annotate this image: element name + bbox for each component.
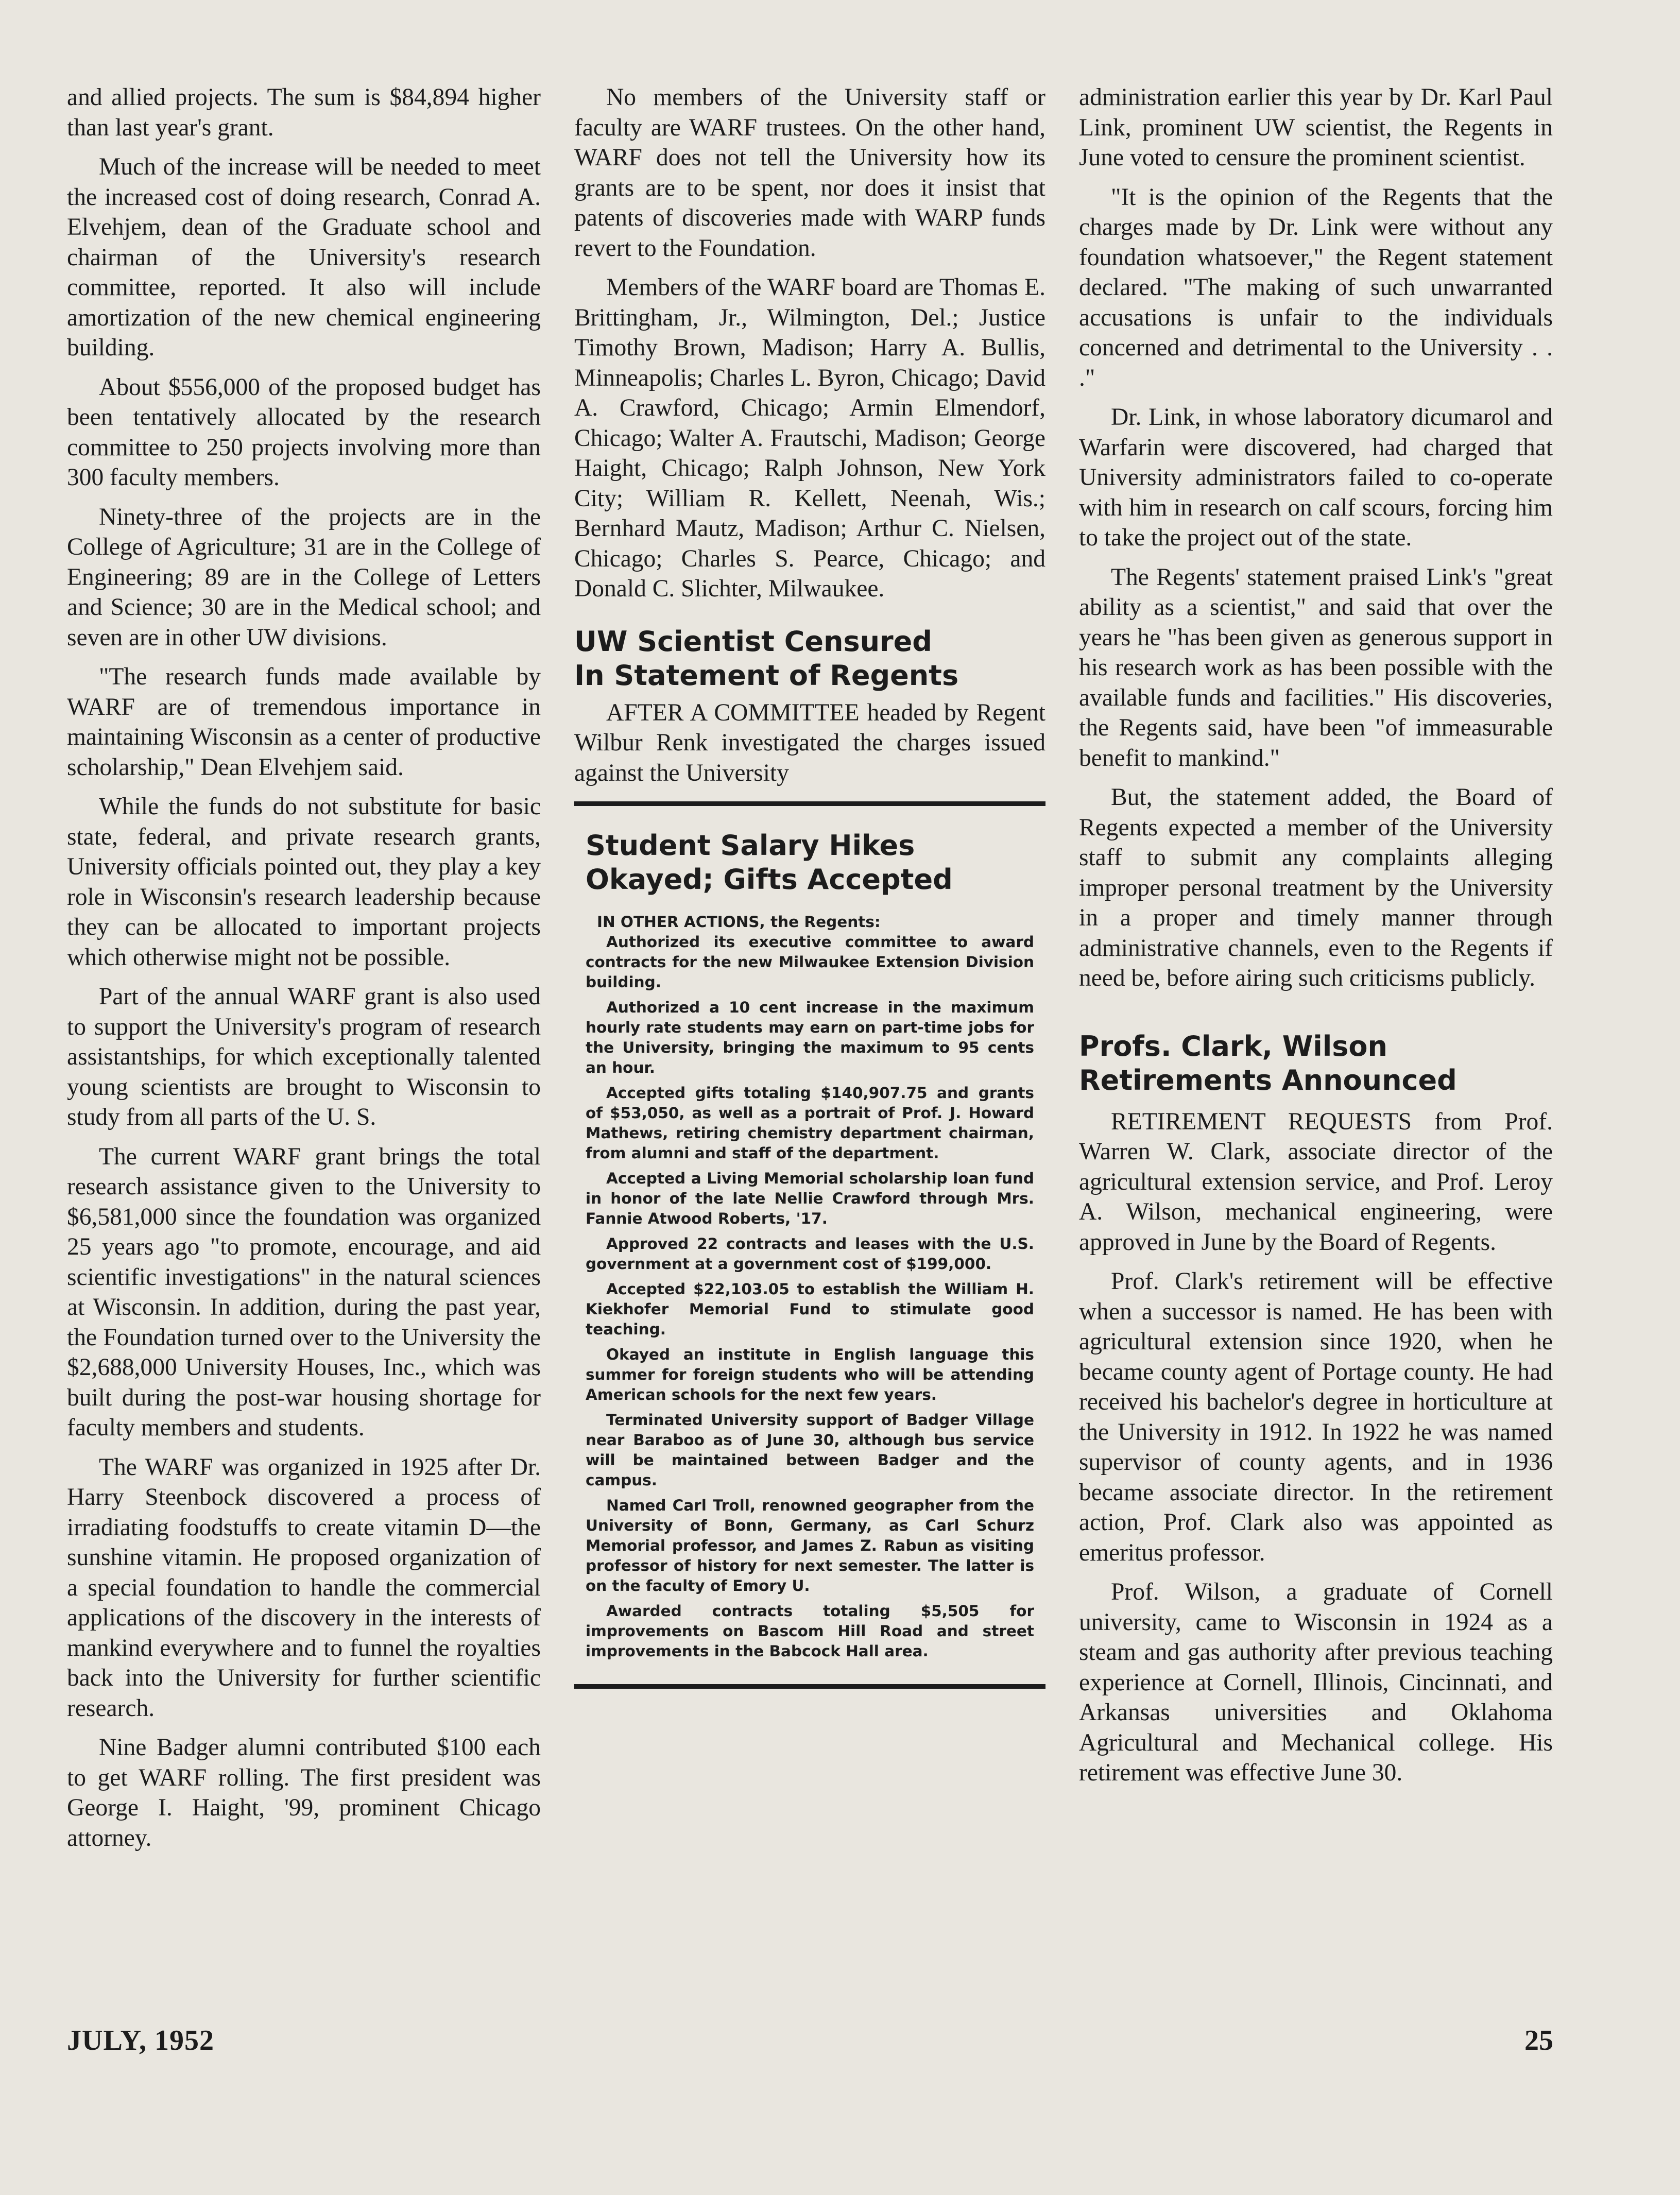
paragraph: The WARF was organized in 1925 after Dr. Harry Steenbock discovered a process of irradiating foodstuffs to create vitamin D—the sunshine vitamin. He proposed organization of a special foundation to handle the commercial applications of the discovery in the interests of mankind everywhere and to funnel the royalties back into the University for further scientific research. bbox=[67, 1453, 541, 1722]
column-right bbox=[1079, 82, 1553, 1797]
paragraph: About $556,000 of the proposed budget has been tentatively allocated by the research committee to 250 projects involving more than 300 faculty members. bbox=[67, 373, 541, 491]
box-item: Approved 22 contracts and leases with the U.S. government at a government cost of $199,000. bbox=[586, 1235, 1034, 1273]
column-left bbox=[67, 82, 541, 1862]
paragraph: "It is the opinion of the Regents that the charges made by Dr. Link were without any foundation whatsoever," the Regent statement declared. "The making of such unwarranted accusations is unfair to the individuals concerned and detrimental to the University . . ." bbox=[1079, 183, 1553, 391]
retirements-headline bbox=[1079, 1030, 1553, 1098]
box-headline bbox=[586, 829, 1034, 897]
box-item: Awarded contracts totaling $5,505 for improvements on Bascom Hill Road and street improvements in the Babcock Hall area. bbox=[586, 1602, 1034, 1660]
box-item: Named Carl Troll, renowned geographer from the University of Bonn, Germany, as Carl Schurz Memorial professor, and James Z. Rabun as visiting professor of history for next semester. The latter is on the faculty of Emory U. bbox=[586, 1497, 1034, 1594]
headline-line: Retirements Announced bbox=[1079, 1064, 1457, 1096]
headline-line: Okayed; Gifts Accepted bbox=[586, 863, 953, 896]
paragraph: administration earlier this year by Dr. Karl Paul Link, prominent UW scientist, the Regents in June voted to censure the prominent scientist. bbox=[1079, 84, 1553, 171]
box-item: Okayed an institute in English language this summer for foreign students who will be attending American schools for the next few years. bbox=[586, 1346, 1034, 1403]
column-middle bbox=[574, 82, 1045, 1689]
headline-line: Student Salary Hikes bbox=[586, 829, 915, 862]
issue-date: JULY, 1952 bbox=[67, 2025, 214, 2056]
paragraph: RETIREMENT REQUESTS from Prof. Warren W. Clark, associate director of the agricultural extension service, and Prof. Leroy A. Wilson, mechanical engineering, were approved in June by the Board of Regents. bbox=[1079, 1108, 1553, 1256]
box-item: Accepted gifts totaling $140,907.75 and grants of $53,050, as well as a portrait of Prof. J. Howard Mathews, retiring chemistry department chairman, from alumni and staff of the department. bbox=[586, 1084, 1034, 1162]
censure-headline bbox=[574, 625, 1045, 693]
box-lead: IN OTHER ACTIONS, the Regents: bbox=[597, 913, 881, 931]
headline-line: Profs. Clark, Wilson bbox=[1079, 1030, 1387, 1062]
paragraph: Nine Badger alumni contributed $100 each to get WARF rolling. The first president was George I. Haight, '99, prominent Chicago attorney. bbox=[67, 1734, 541, 1851]
paragraph: Members of the WARF board are Thomas E. Brittingham, Jr., Wilmington, Del.; Justice Timothy Brown, Madison; Harry A. Bullis, Minneapolis; Charles L. Byron, Chicago; David A. Crawford, Chicago; Armin Elmendorf, Chicago; Walter A. Frautschi, Madison; George Haight, Chicago; Ralph Johnson, New York City; William R. Kellett, Neenah, Wis.; Bernhard Mautz, Madison; Arthur C. Nielsen, Chicago; Charles S. Pearce, Chicago; and Donald C. Slichter, Milwaukee. bbox=[574, 274, 1045, 602]
regents-actions-box bbox=[574, 801, 1045, 1689]
paragraph: While the funds do not substitute for basic state, federal, and private research grants, University officials pointed out, they play a key role in Wisconsin's research leadership because they can be allocated to important projects which otherwise might not be possible. bbox=[67, 793, 541, 971]
paragraph: AFTER A COMMITTEE headed by Regent Wilbur Renk investigated the charges issued against the University bbox=[574, 699, 1045, 786]
box-item: Accepted a Living Memorial scholarship loan fund in honor of the late Nellie Crawford through Mrs. Fannie Atwood Roberts, '17. bbox=[586, 1170, 1034, 1227]
paragraph: No members of the University staff or faculty are WARF trustees. On the other hand, WARF does not tell the University how its grants are to be spent, nor does it insist that patents of discoveries made with WARP funds revert to the Foundation. bbox=[574, 84, 1045, 262]
box-item: Authorized a 10 cent increase in the maximum hourly rate students may earn on part-time jobs for the University, bringing the maximum to 95 cents an hour. bbox=[586, 999, 1034, 1076]
paragraph: But, the statement added, the Board of Regents expected a member of the University staff to submit any complaints alleging improper personal treatment by the University in a proper and timely manner through administrative channels, even to the Regents if need be, before airing such criticisms publicly. bbox=[1079, 784, 1553, 991]
box-item: Authorized its executive committee to award contracts for the new Milwaukee Extension Division building. bbox=[586, 933, 1034, 991]
box-item: Accepted $22,103.05 to establish the William H. Kiekhofer Memorial Fund to stimulate good teaching. bbox=[586, 1280, 1034, 1338]
paragraph: Dr. Link, in whose laboratory dicumarol and Warfarin were discovered, had charged that University administrators failed to co-operate with him in research on calf scours, forcing him to take the project out of the state. bbox=[1079, 404, 1553, 551]
paragraph: Prof. Clark's retirement will be effective when a successor is named. He has been with agricultural extension since 1920, when he became county agent of Portage county. He had received his bachelor's degree in horticulture at the University in 1912. In 1922 he was named supervisor of county agents, and in 1936 became associate director. In the retirement action, Prof. Clark also was appointed as emeritus professor. bbox=[1079, 1268, 1553, 1566]
paragraph: The current WARF grant brings the total research assistance given to the University to $6,581,000 since the foundation was organized 25 years ago "to promote, encourage, and aid scientific investigations" in the natural sciences at Wisconsin. In addition, during the past year, the Foundation turned over to the University the $2,688,000 University Houses, Inc., which was built during the post-war housing shortage for faculty members and students. bbox=[67, 1143, 541, 1441]
paragraph: Ninety-three of the projects are in the College of Agriculture; 31 are in the College of Engineering; 89 are in the College of Letters and Science; 30 are in the Medical school; and seven are in other UW divisions. bbox=[67, 503, 541, 651]
paragraph: "The research funds made available by WARF are of tremendous importance in maintaining Wisconsin as a center of productive scholarship," Dean Elvehjem said. bbox=[67, 663, 541, 781]
paragraph: Part of the annual WARF grant is also used to support the University's program of research assistantships, for which exceptionally talented young scientists are brought to Wisconsin to study from all parts of the U. S. bbox=[67, 983, 541, 1130]
headline-line: UW Scientist Censured bbox=[574, 625, 932, 658]
page-number: 25 bbox=[1524, 2025, 1553, 2056]
paragraph: and allied projects. The sum is $84,894 higher than last year's grant. bbox=[67, 84, 541, 141]
paragraph: The Regents' statement praised Link's "great ability as a scientist," and said that over the years he "has been given as generous support in his research work as has been possible with the available funds and facilities." His discoveries, the Regents said, have been "of immeasurable benefit to mankind." bbox=[1079, 563, 1553, 771]
paragraph: Much of the increase will be needed to meet the increased cost of doing research, Conrad A. Elvehjem, dean of the Graduate school and chairman of the University's research committee, reported. It also will include amortization of the new chemical engineering building. bbox=[67, 153, 541, 361]
paragraph: Prof. Wilson, a graduate of Cornell university, came to Wisconsin in 1924 as a steam and gas authority after previous teaching experience at Cornell, Illinois, Cincinnati, and Arkansas universities and Oklahoma Agricultural and Mechanical college. His retirement was effective June 30. bbox=[1079, 1579, 1553, 1786]
box-item: Terminated University support of Badger Village near Baraboo as of June 30, although bus service will be maintained between Badger and the campus. bbox=[586, 1411, 1034, 1489]
headline-line: In Statement of Regents bbox=[574, 659, 959, 692]
